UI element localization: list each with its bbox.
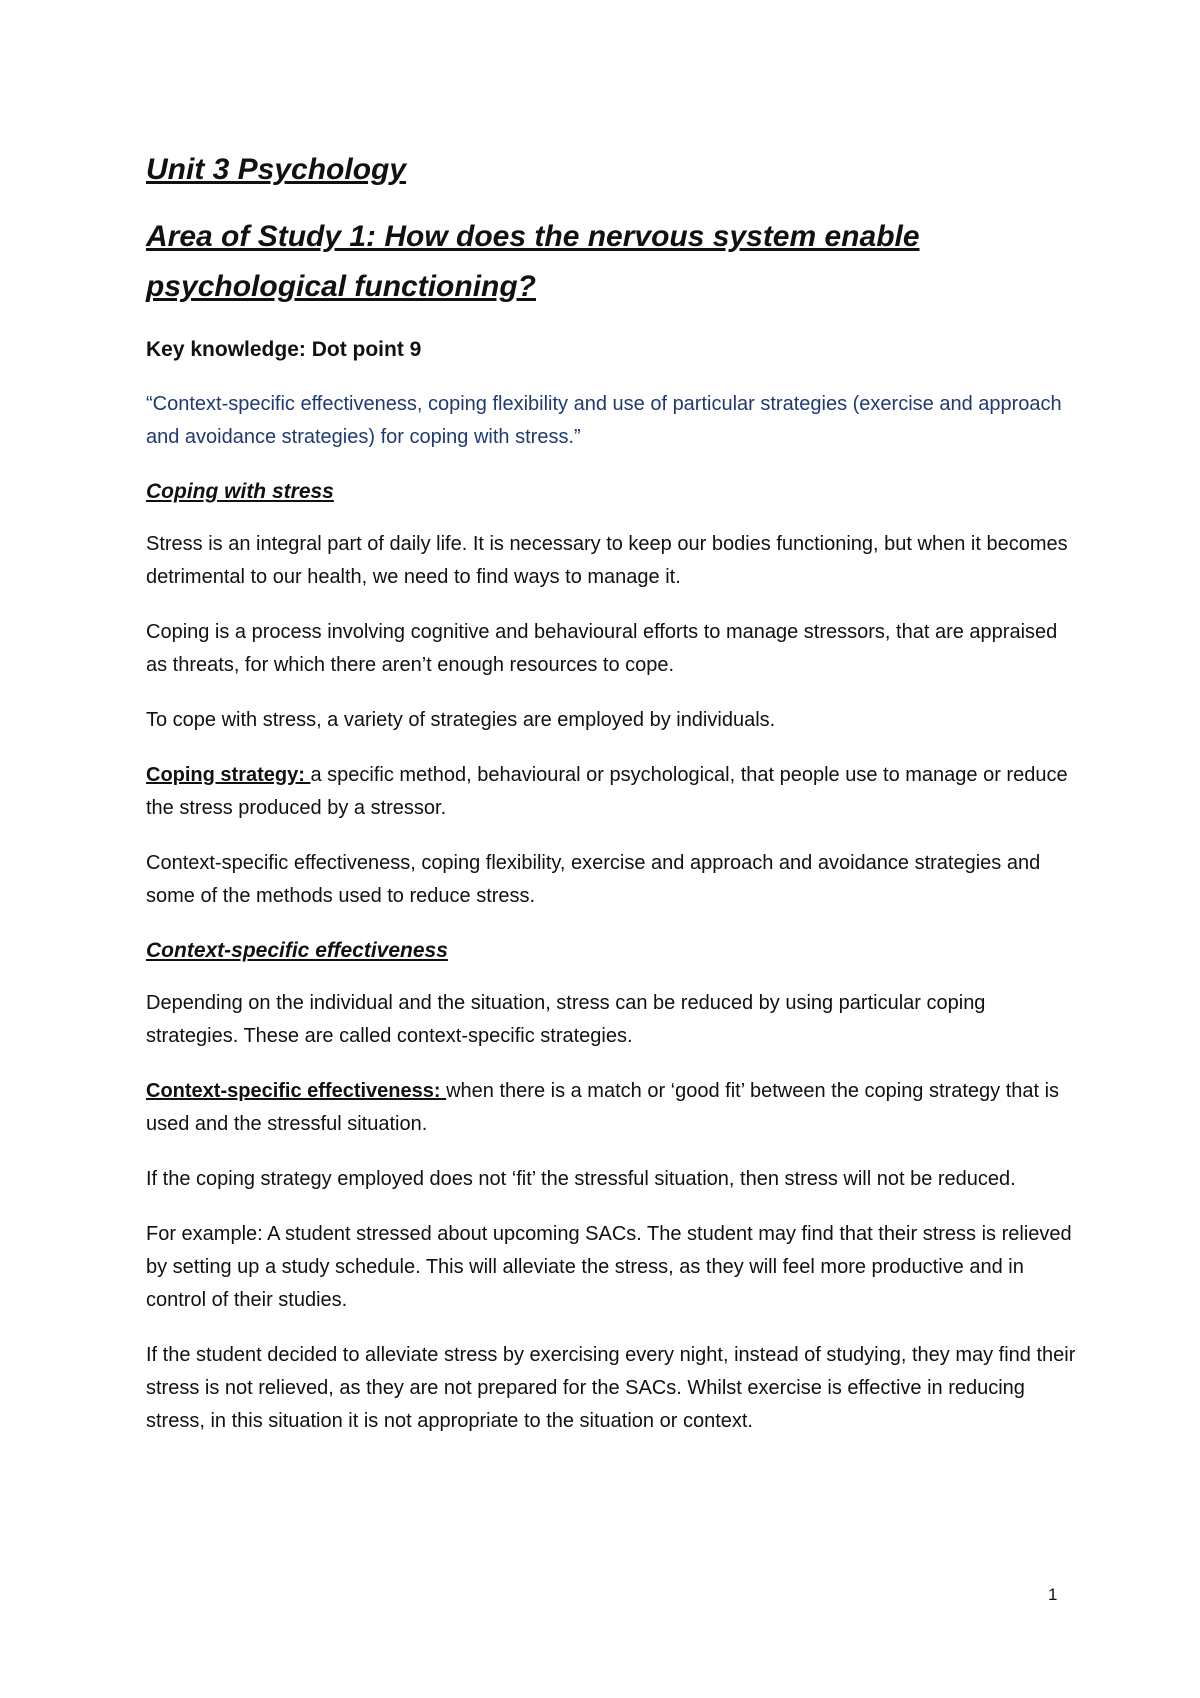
section-heading-context-specific-effectiveness: Context-specific effectiveness bbox=[146, 939, 448, 962]
definition-term: Coping strategy: bbox=[146, 764, 311, 786]
key-knowledge-heading: Key knowledge: Dot point 9 bbox=[146, 338, 422, 361]
definition-text: when there is a match or ‘good fit’ between the coping strategy that is used and the stressful situation. bbox=[146, 1080, 1060, 1135]
paragraph: Coping is a process involving cognitive and behavioural efforts to manage stressors, that are appraised as threats, for which there aren’t enough resources to cope. bbox=[146, 621, 1058, 676]
paragraph: If the student decided to alleviate stress by exercising every night, instead of studying, they may find their stress is not relieved, as they are not prepared for the SACs. Whilst exercise is effective in reducing stress, in this situation it is not appropriate to the situation or context. bbox=[146, 1344, 1076, 1432]
document-body bbox=[146, 150, 1076, 1460]
paragraph: To cope with stress, a variety of strategies are employed by individuals. bbox=[146, 709, 776, 731]
paragraph: Depending on the individual and the situation, stress can be reduced by using particular coping strategies. These are called context-specific strategies. bbox=[146, 992, 986, 1047]
paragraph: Context-specific effectiveness, coping flexibility, exercise and approach and avoidance strategies and some of the methods used to reduce stress. bbox=[146, 852, 1041, 907]
definition-context-specific-effectiveness bbox=[146, 1075, 1076, 1141]
definition-term: Context-specific effectiveness: bbox=[146, 1080, 447, 1102]
definition-text: a specific method, behavioural or psychological, that people use to manage or reduce the stress produced by a stressor. bbox=[146, 764, 1068, 819]
key-knowledge-quote: “Context-specific effectiveness, coping flexibility and use of particular strategies (exercise and approach and avoidance strategies) for coping with stress.” bbox=[146, 393, 1062, 448]
page-number: 1 bbox=[1048, 1585, 1058, 1604]
paragraph: For example: A student stressed about upcoming SACs. The student may find that their stress is relieved by setting up a study schedule. This will alleviate the stress, as they will feel more productive and in control of their studies. bbox=[146, 1223, 1072, 1311]
area-of-study-heading: Area of Study 1: How does the nervous system enable psychological functioning? bbox=[146, 220, 920, 303]
paragraph: If the coping strategy employed does not ‘fit’ the stressful situation, then stress will not be reduced. bbox=[146, 1168, 1016, 1190]
definition-coping-strategy bbox=[146, 759, 1076, 825]
paragraph: Stress is an integral part of daily life. It is necessary to keep our bodies functioning, but when it becomes detrimental to our health, we need to find ways to manage it. bbox=[146, 533, 1068, 588]
section-heading-coping-with-stress: Coping with stress bbox=[146, 480, 334, 503]
document-title: Unit 3 Psychology bbox=[146, 153, 407, 186]
